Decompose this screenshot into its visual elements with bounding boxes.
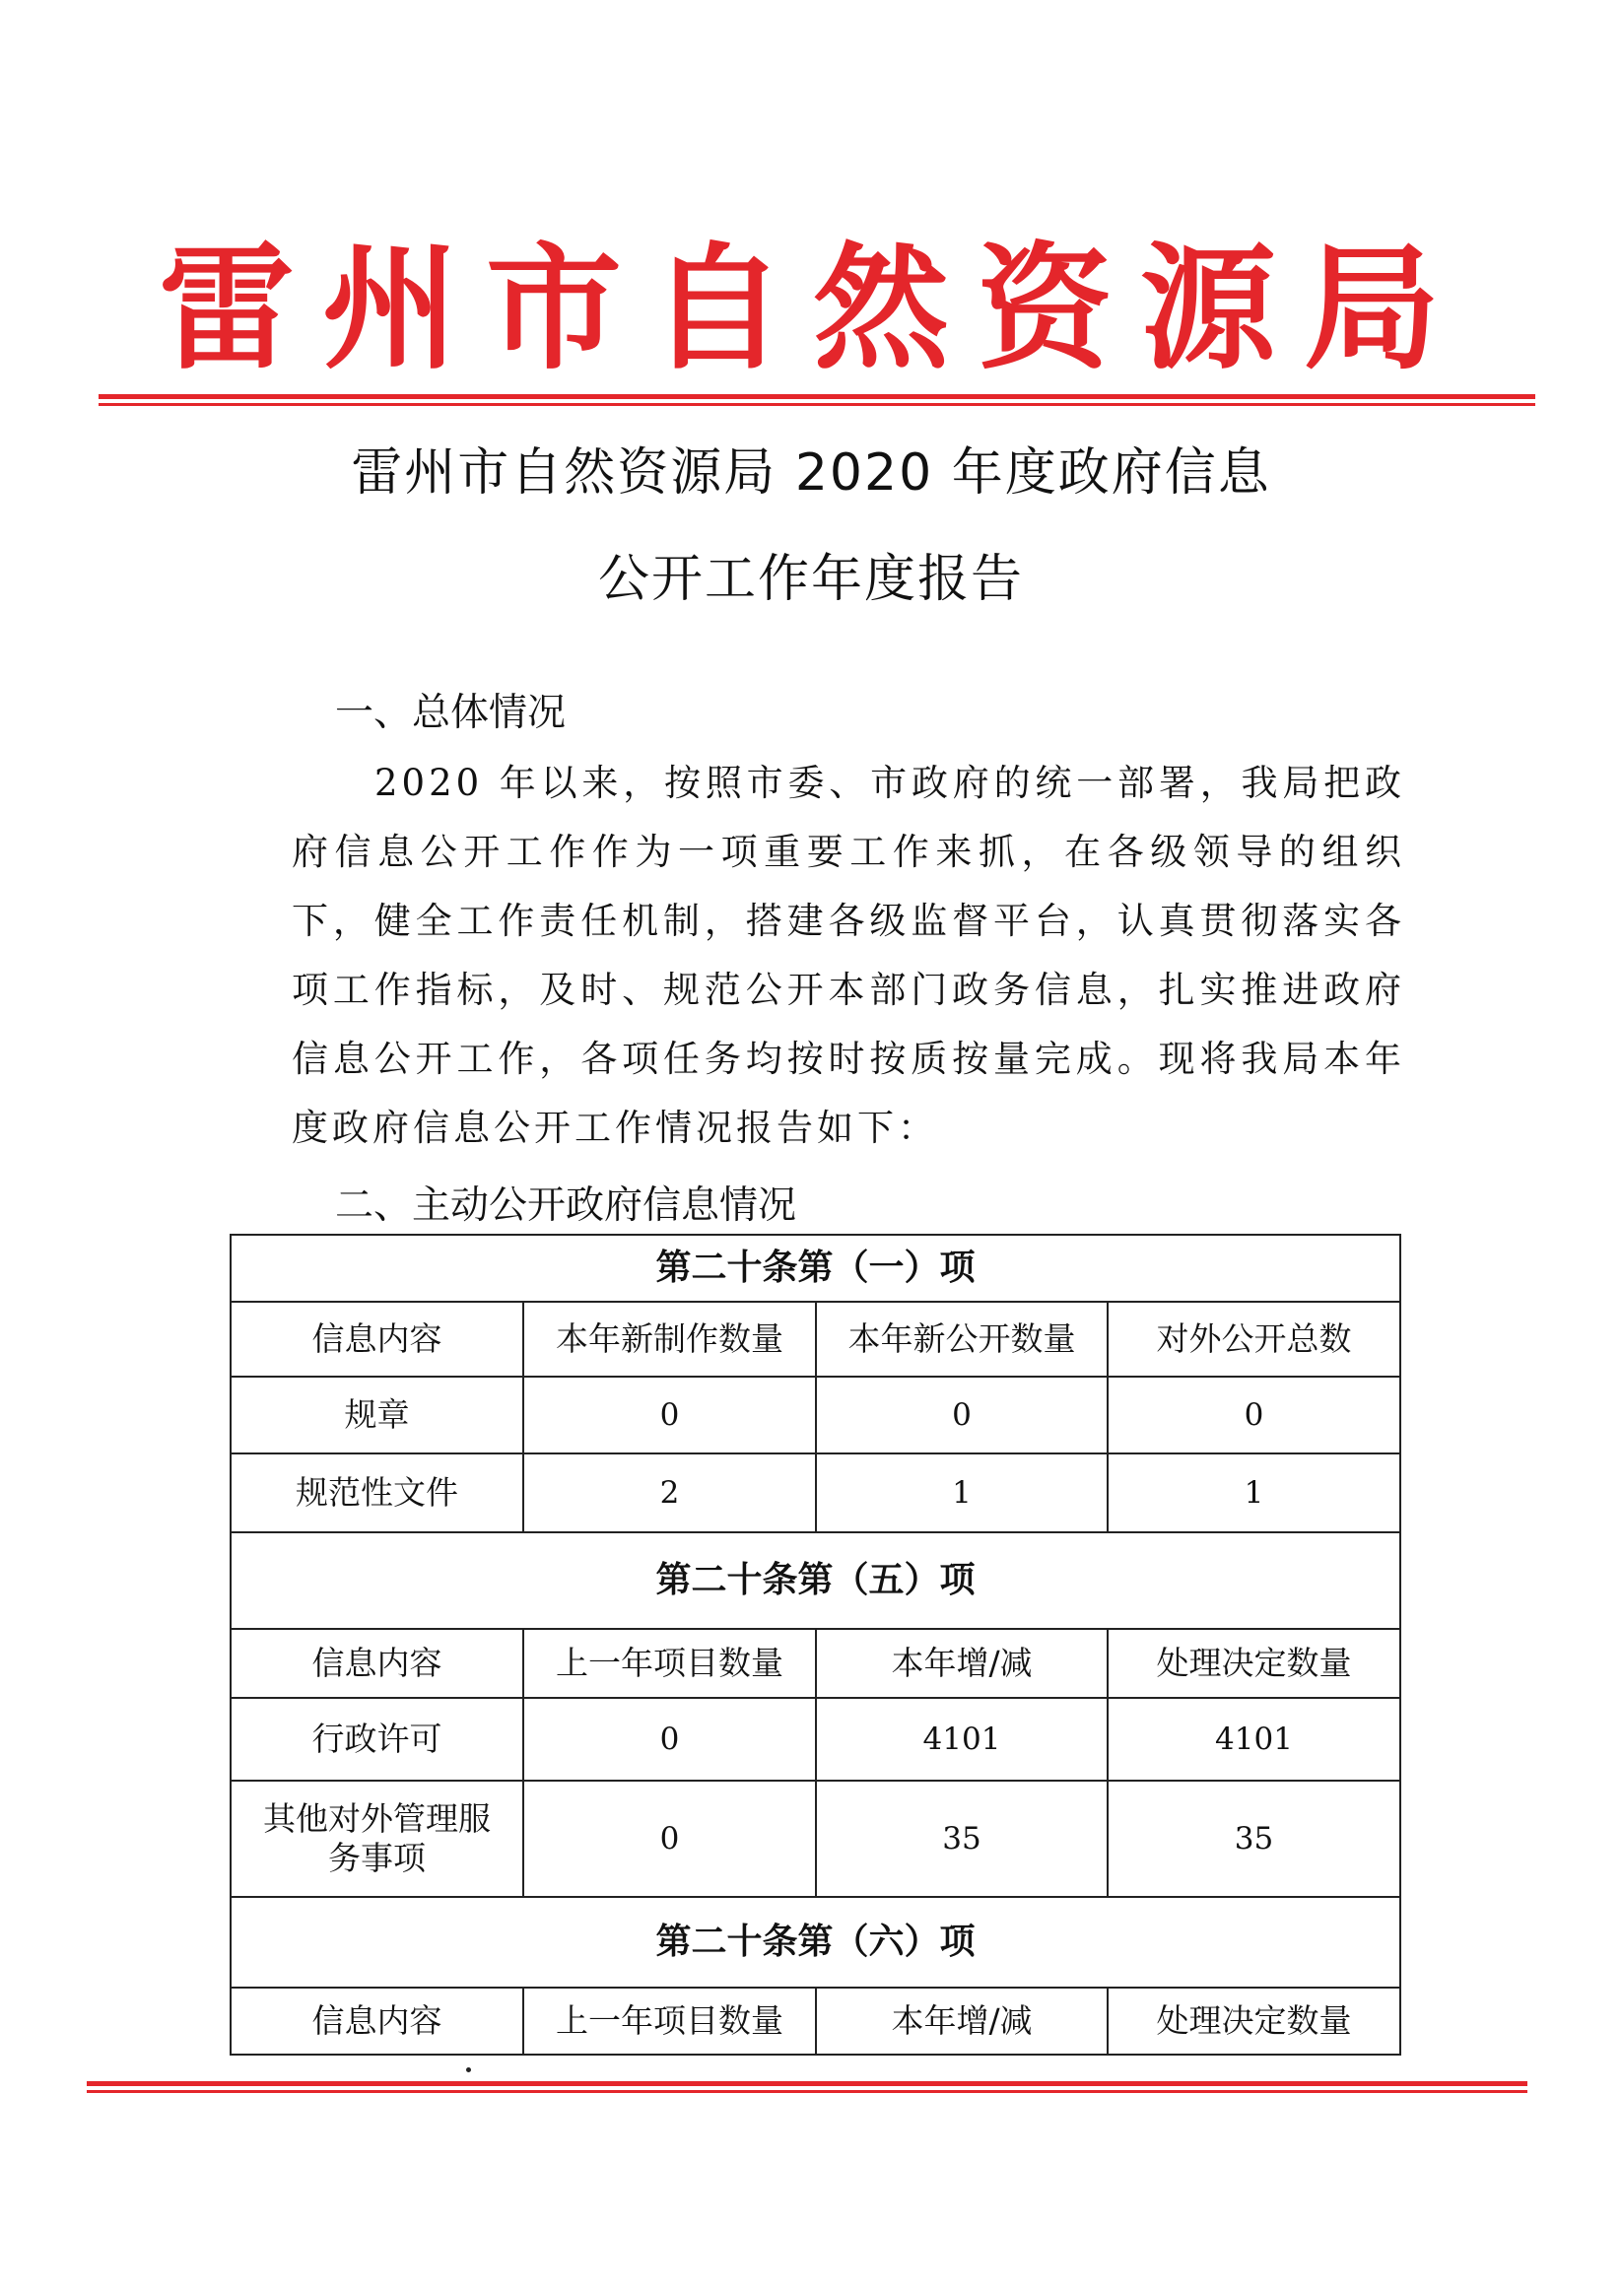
table-row bbox=[231, 1698, 1400, 1781]
column-header: 上一年项目数量 bbox=[523, 1629, 816, 1698]
table-cell-value: 0 bbox=[523, 1698, 816, 1781]
table-cell-item: 行政许可 bbox=[231, 1698, 523, 1781]
red-rule-thin-line bbox=[87, 2090, 1527, 2093]
section-1-heading: 一、总体情况 bbox=[335, 691, 567, 735]
red-rule-thin-line bbox=[99, 403, 1535, 406]
disclosure-table bbox=[230, 1234, 1401, 2056]
column-header: 本年增/减 bbox=[816, 1629, 1108, 1698]
table-row bbox=[231, 1377, 1400, 1453]
table-cell-value: 2 bbox=[523, 1453, 816, 1532]
table-header-row bbox=[231, 1629, 1400, 1698]
column-header: 本年新制作数量 bbox=[523, 1302, 816, 1377]
table-section-row bbox=[231, 1235, 1400, 1302]
table-cell-value: 1 bbox=[1108, 1453, 1400, 1532]
section-2-heading: 二、主动公开政府信息情况 bbox=[335, 1183, 797, 1228]
red-rule-thick-line bbox=[99, 394, 1535, 399]
table-cell-value: 0 bbox=[523, 1781, 816, 1897]
column-header: 信息内容 bbox=[231, 1988, 523, 2055]
section-title-article-20-6: 第二十条第（六）项 bbox=[231, 1897, 1400, 1988]
table-cell-value: 35 bbox=[1108, 1781, 1400, 1897]
table-cell-value: 4101 bbox=[1108, 1698, 1400, 1781]
red-rule-thick-line bbox=[87, 2081, 1527, 2086]
table-cell-item: 规范性文件 bbox=[231, 1453, 523, 1532]
document-title-line-2: 公开工作年度报告 bbox=[597, 550, 1024, 609]
footer-red-rule bbox=[87, 2081, 1527, 2095]
document-title-line-1: 雷州市自然资源局 2020 年度政府信息 bbox=[351, 443, 1271, 503]
table-cell-value: 0 bbox=[816, 1377, 1108, 1453]
table-cell-value: 0 bbox=[1108, 1377, 1400, 1453]
column-header: 处理决定数量 bbox=[1108, 1988, 1400, 2055]
column-header: 本年增/减 bbox=[816, 1988, 1108, 2055]
letterhead-red-rule bbox=[99, 394, 1535, 408]
section-1-paragraph: 2020 年以来，按照市委、市政府的统一部署，我局把政府信息公开工作作为一项重要工作来抓，在各级领导的组织下，健全工作责任机制，搭建各级监督平台，认真贯彻落实各项工作指标，及时、规范公开本部门政务信息，扎实推进政府信息公开工作，各项任务均按时按质按量完成。现将我局本年度政府信息公开工作情况报告如下： bbox=[292, 762, 1405, 1149]
table-section-row bbox=[231, 1532, 1400, 1629]
page-dot-mark bbox=[466, 2067, 471, 2072]
column-header: 处理决定数量 bbox=[1108, 1629, 1400, 1698]
table-row bbox=[231, 1453, 1400, 1532]
letterhead-org-name: 雷州市自然资源局 bbox=[158, 228, 1467, 388]
column-header: 信息内容 bbox=[231, 1302, 523, 1377]
table-section-row bbox=[231, 1897, 1400, 1988]
table-cell-item: 规章 bbox=[231, 1377, 523, 1453]
table-row bbox=[231, 1781, 1400, 1897]
table-cell-item: 其他对外管理服务事项 bbox=[231, 1781, 523, 1897]
section-title-article-20-5: 第二十条第（五）项 bbox=[231, 1532, 1400, 1629]
table-cell-value: 0 bbox=[523, 1377, 816, 1453]
column-header: 对外公开总数 bbox=[1108, 1302, 1400, 1377]
section-title-article-20-1: 第二十条第（一）项 bbox=[231, 1235, 1400, 1302]
table-header-row bbox=[231, 1988, 1400, 2055]
column-header: 信息内容 bbox=[231, 1629, 523, 1698]
table-cell-value: 35 bbox=[816, 1781, 1108, 1897]
column-header: 上一年项目数量 bbox=[523, 1988, 816, 2055]
column-header: 本年新公开数量 bbox=[816, 1302, 1108, 1377]
table-header-row bbox=[231, 1302, 1400, 1377]
table-cell-value: 4101 bbox=[816, 1698, 1108, 1781]
table-cell-value: 1 bbox=[816, 1453, 1108, 1532]
